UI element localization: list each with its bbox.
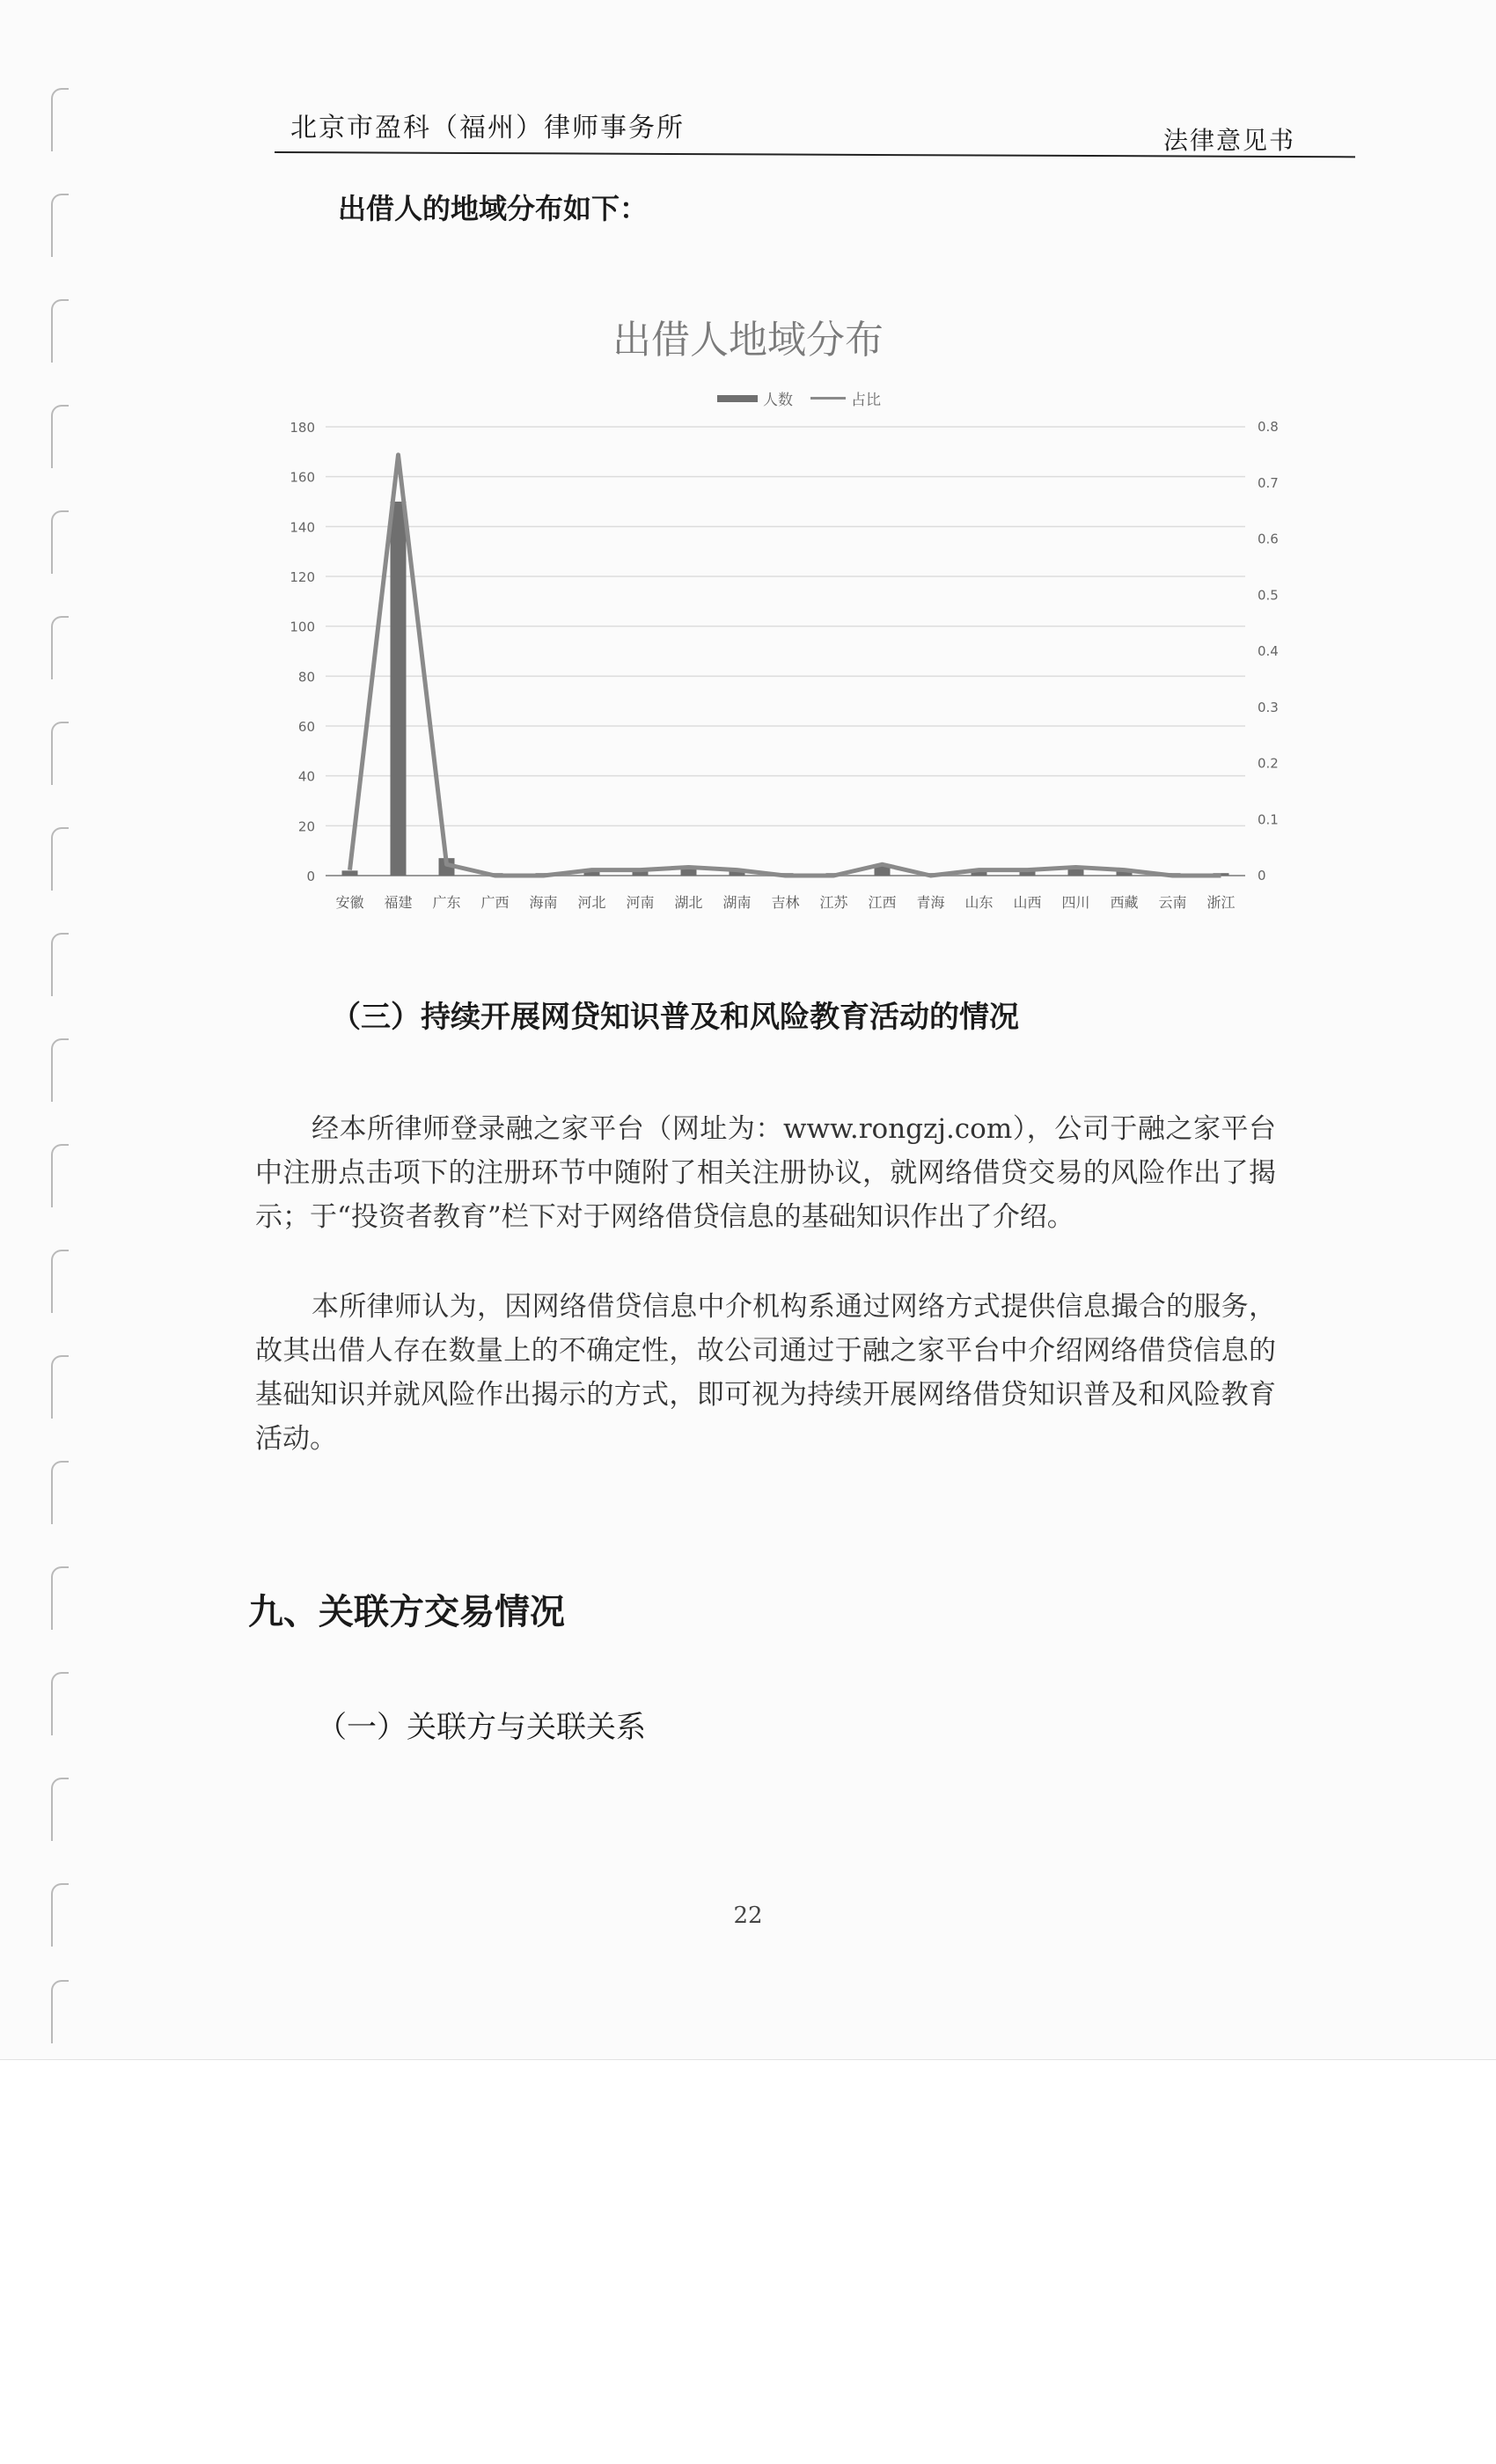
legend-swatch-bar bbox=[717, 395, 758, 402]
header-firm-name: 北京市盈科（福州）律师事务所 bbox=[290, 113, 685, 143]
x-tick-label: 江苏 bbox=[819, 894, 848, 911]
legend-item-count bbox=[717, 387, 793, 409]
x-tick-label: 河北 bbox=[577, 894, 606, 911]
x-tick-label: 湖南 bbox=[722, 894, 752, 911]
x-tick-label: 福建 bbox=[384, 894, 413, 911]
binding-hole bbox=[51, 510, 69, 574]
page-number: 22 bbox=[733, 1903, 763, 1929]
x-tick-label: 吉林 bbox=[771, 894, 800, 911]
legend-swatch-line bbox=[810, 397, 846, 400]
binding-hole bbox=[51, 1566, 69, 1630]
subsection-heading-related-party: （一）关联方与关联关系 bbox=[317, 1710, 646, 1745]
x-tick-label: 浙江 bbox=[1206, 894, 1236, 911]
binding-hole bbox=[51, 1461, 69, 1524]
x-tick-label: 江西 bbox=[868, 894, 897, 911]
y-tick-label-left: 180 bbox=[290, 420, 315, 436]
binding-hole bbox=[51, 1355, 69, 1419]
legend-label-count: 人数 bbox=[763, 392, 793, 409]
binding-hole bbox=[51, 933, 69, 996]
x-tick-label: 海南 bbox=[529, 894, 558, 911]
legend-item-ratio bbox=[810, 387, 881, 409]
binding-hole bbox=[51, 1144, 69, 1207]
bar-福建 bbox=[391, 502, 407, 876]
x-tick-label: 广西 bbox=[480, 894, 510, 911]
binding-hole bbox=[51, 1778, 69, 1841]
y-tick-label-right: 0 bbox=[1258, 868, 1266, 884]
header-doc-type: 法律意见书 bbox=[1163, 126, 1296, 155]
y-tick-label-right: 0.2 bbox=[1258, 755, 1279, 772]
x-tick-label: 广东 bbox=[432, 894, 461, 911]
x-tick-label: 山东 bbox=[964, 894, 994, 911]
binding-hole bbox=[51, 1038, 69, 1102]
y-tick-label-right: 0.4 bbox=[1258, 643, 1279, 659]
y-tick-label-left: 160 bbox=[290, 469, 315, 486]
y-tick-label-left: 100 bbox=[290, 619, 315, 635]
y-tick-label-left: 20 bbox=[297, 818, 315, 835]
y-tick-label-right: 0.6 bbox=[1258, 531, 1279, 547]
chart-legend bbox=[717, 387, 881, 409]
y-tick-label-left: 80 bbox=[297, 669, 315, 686]
section-heading-related-party: 九、关联方交易情况 bbox=[248, 1592, 565, 1632]
binding-hole bbox=[51, 1250, 69, 1313]
x-tick-label: 河南 bbox=[626, 894, 655, 911]
x-tick-label: 云南 bbox=[1158, 894, 1187, 911]
y-tick-label-left: 120 bbox=[290, 569, 315, 585]
x-tick-label: 安徽 bbox=[335, 894, 364, 911]
x-tick-label: 西藏 bbox=[1110, 894, 1139, 911]
y-tick-label-left: 40 bbox=[297, 768, 315, 785]
y-tick-label-right: 0.1 bbox=[1258, 811, 1279, 828]
paragraph-2 bbox=[255, 1285, 1276, 1461]
binding-hole bbox=[51, 616, 69, 679]
binding-hole bbox=[51, 722, 69, 785]
bar-安徽 bbox=[342, 870, 358, 876]
section-heading-education: （三）持续开展网贷知识普及和风险教育活动的情况 bbox=[331, 1000, 1019, 1035]
chart-plot-area bbox=[264, 414, 1279, 942]
paragraph-1 bbox=[255, 1107, 1276, 1239]
x-tick-label: 青海 bbox=[916, 894, 945, 911]
chart-title: 出借人地域分布 bbox=[612, 318, 884, 363]
y-tick-label-left: 140 bbox=[290, 519, 315, 536]
binding-hole bbox=[51, 88, 69, 151]
y-tick-label-left: 60 bbox=[297, 719, 315, 735]
x-tick-label: 湖北 bbox=[674, 894, 703, 911]
y-tick-label-right: 0.8 bbox=[1258, 419, 1279, 435]
y-tick-label-right: 0.5 bbox=[1258, 587, 1279, 604]
binding-hole bbox=[51, 827, 69, 891]
series-line-ratio bbox=[350, 455, 1221, 876]
paragraph-2-text: 本所律师认为，因网络借贷信息中介机构系通过网络方式提供信息撮合的服务，故其出借人存在数量上的不确定性，故公司通过于融之家平台中介绍网络借贷信息的基础知识并就风险作出揭示的方式，即可视为持续开展网络借贷知识普及和风险教育活动。 bbox=[255, 1291, 1276, 1455]
binding-hole bbox=[51, 1672, 69, 1735]
binding-hole bbox=[51, 194, 69, 257]
y-tick-label-right: 0.7 bbox=[1258, 474, 1279, 491]
binding-hole bbox=[51, 405, 69, 468]
x-tick-label: 山西 bbox=[1013, 894, 1042, 911]
paragraph-1-text: 经本所律师登录融之家平台（网址为：www.rongzj.com），公司于融之家平台中注册点击项下的注册环节中随附了相关注册协议，就网络借贷交易的风险作出了揭示；于“投资者教育”栏下对于网络借贷信息的基础知识作出了介绍。 bbox=[255, 1113, 1276, 1233]
x-tick-label: 四川 bbox=[1061, 894, 1090, 911]
y-tick-label-right: 0.3 bbox=[1258, 699, 1279, 715]
intro-text: 出借人的地域分布如下： bbox=[338, 192, 649, 225]
y-tick-label-left: 0 bbox=[306, 869, 315, 884]
legend-label-ratio: 占比 bbox=[851, 392, 881, 409]
binding-hole bbox=[51, 1980, 69, 2043]
